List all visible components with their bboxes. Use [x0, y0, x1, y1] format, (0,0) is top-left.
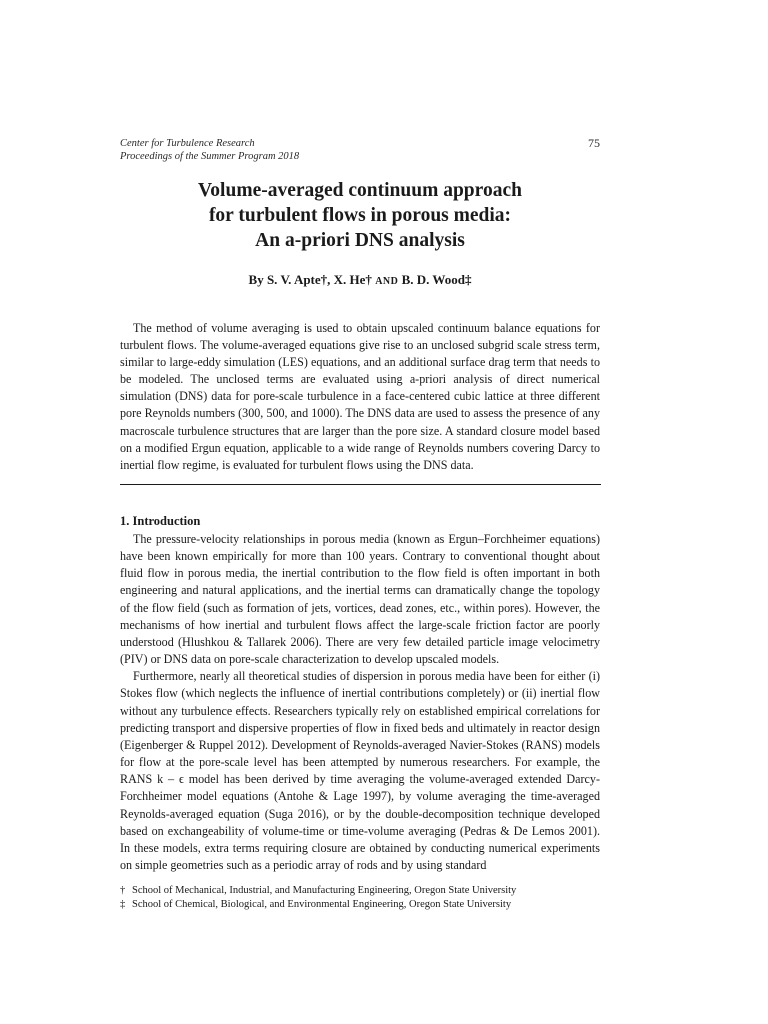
title-line-2: for turbulent flows in porous media: [208, 205, 512, 226]
footnote-mark: † [120, 885, 126, 896]
journal-name: Center for Turbulence Research [120, 138, 255, 149]
footnote [120, 898, 610, 912]
title-line-1: Volume-averaged continuum approach [198, 180, 522, 201]
abstract-divider [120, 484, 601, 485]
paper-title [120, 178, 600, 253]
authors-first: By S. V. Apte†, X. He† [248, 272, 372, 287]
footnotes [120, 884, 610, 911]
author-line [120, 272, 600, 288]
body-text [120, 531, 600, 874]
footnote-text: School of Mechanical, Industrial, and Manufacturing Engineering, Oregon State University [132, 885, 517, 896]
section-heading: 1. Introduction [120, 514, 201, 528]
title-line-3: An a-priori DNS analysis [255, 230, 465, 251]
footnote-mark: ‡ [120, 898, 126, 910]
abstract: The method of volume averaging is used to obtain upscaled continuum balance equations for turbulent flows. The volume-averaged equations give rise to an unclosed subgrid scale stress term, similar to large-eddy simulation (LES) equations, and an additional surface drag term that needs to be modeled. The unclosed terms are evaluated using a-priori analysis of direct numerical simulation (DNS) data for pore-scale turbulence in a face-centered cubic lattice at three different pore Reynolds numbers (300, 500, and 1000). The DNS data are used to assess the presence of any macroscale turbulence structures that are larger than the pore size. A standard closure model based on a modified Ergun equation, applicable to a wide range of Reynolds numbers covering Darcy to inertial flow regime, is evaluated for turbulent flows using the DNS data. [120, 321, 600, 472]
paragraph: The pressure-velocity relationships in porous media (known as Ergun–Forchheimer equations) have been known empirically for more than 100 years. Contrary to conventional thought about fluid flow in porous media, the inertial contribution to the flow field is often important in both engineering and natural applications, and the inertial terms can dramatically change the topology of the flow field (such as formation of jets, vortices, dead zones, etc., within pores). However, the mechanisms of how inertial and turbulent flows affect the large-scale friction factor are poorly understood (Hlushkou & Tallarek 2006). There are very few detailed particle image velocimetry (PIV) or DNS data on pore-scale characterization to develop upscaled models. [120, 532, 600, 667]
proceedings-name: Proceedings of the Summer Program 2018 [120, 151, 300, 162]
footnote [120, 884, 610, 898]
authors-and: AND [375, 276, 399, 287]
footnote-text: School of Chemical, Biological, and Environmental Engineering, Oregon State University [132, 898, 512, 910]
paragraph: Furthermore, nearly all theoretical studies of dispersion in porous media have been for either (i) Stokes flow (which neglects the influence of inertial contributions completely) or (ii) inertial flow without any turbulence effects. Researchers typically rely on established empirical correlations for predicting transport and dispersive properties of flow in fixed beds and ultimately in reactor design (Eigenberger & Ruppel 2012). Development of Reynolds-averaged Navier-Stokes (RANS) models for flow at the pore-scale level has been attempted by numerous researchers. For example, the RANS k – ϵ model has been derived by time averaging the volume-averaged extended Darcy-Forchheimer model equations (Antohe & Lage 1997), by volume averaging the time-averaged Reynolds-averaged equation (Suga 2016), or by the double-decomposition technique developed based on exchangeability of volume-time or time-volume averaging (Pedras & De Lemos 2001). In these models, extra terms requiring closure are obtained by conducting numerical experiments on simple geometries such as a periodic array of rods and by using standard [120, 669, 600, 872]
running-head [120, 137, 299, 163]
page-number: 75 [588, 136, 600, 150]
authors-last: B. D. Wood‡ [401, 272, 472, 287]
